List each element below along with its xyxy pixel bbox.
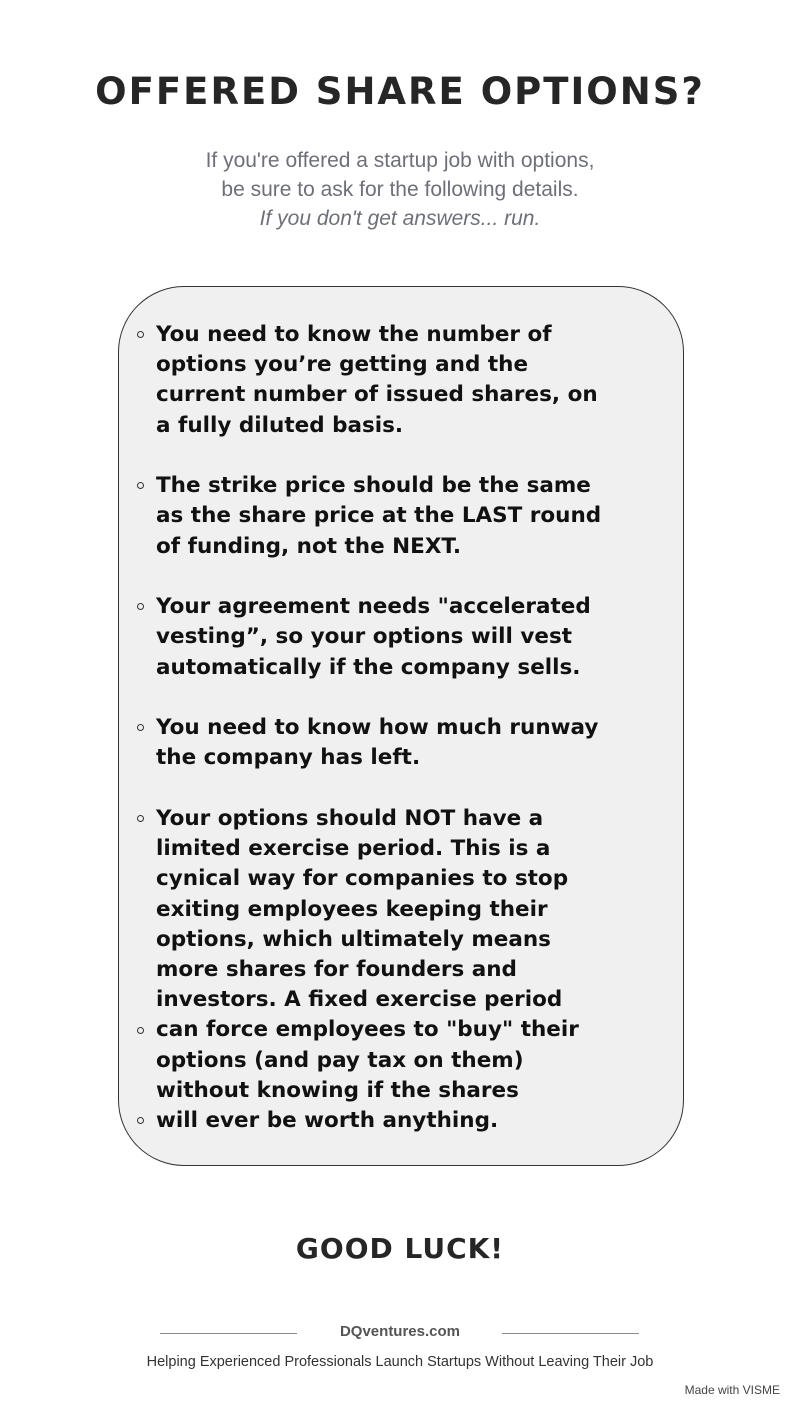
bullet-text: The strike price should be the same as the share price at the LAST round of funding, not the NEXT.	[156, 473, 602, 559]
made-with-badge[interactable]: Made with VISME	[684, 1383, 780, 1397]
details-card	[118, 286, 684, 1166]
subtitle-warning: If you don't get answers... run.	[259, 207, 541, 230]
bullet-dot-icon	[137, 724, 144, 731]
footer-tagline: Helping Experienced Professionals Launch Startups Without Leaving Their Job	[146, 1354, 654, 1370]
bullet-item	[137, 471, 667, 562]
subtitle-line-2: be sure to ask for the following details.	[221, 178, 579, 201]
bullet-item	[137, 713, 667, 773]
subtitle-line-1: If you're offered a startup job with options,	[205, 149, 595, 172]
bullet-dot-icon	[137, 815, 144, 822]
stray-bullet-dot-icon	[137, 1027, 144, 1034]
bullet-dot-icon	[137, 482, 144, 489]
bullet-item	[137, 804, 667, 1136]
bullet-dot-icon	[137, 331, 144, 338]
bullet-item	[137, 320, 667, 441]
bullet-text: You need to know how much runway the company has left.	[156, 715, 599, 771]
subtitle	[0, 146, 800, 233]
bullet-item	[137, 592, 667, 683]
footer-brand-row	[0, 1323, 800, 1345]
bullet-text: Your agreement needs "accelerated vesting”, so your options will vest automatically if the company sells.	[156, 594, 591, 680]
page-title: OFFERED SHARE OPTIONS?	[95, 70, 705, 113]
stray-bullet-dot-icon	[137, 1117, 144, 1124]
closing-message: GOOD LUCK!	[295, 1232, 505, 1265]
bullet-text: You need to know the number of options you’re getting and the current number of issued shares, on a fully diluted basis.	[156, 322, 598, 438]
bullet-text: Your options should NOT have a limited exercise period. This is a cynical way for companies to stop exiting employees keeping their options, which ultimately means more shares for founders and investors. A fixed exercise period can force employees to "buy" their options (and pay tax on them) without knowing if the shares will ever be worth anything.	[156, 806, 579, 1134]
bullet-list	[137, 320, 667, 1166]
footer-divider-right	[502, 1333, 639, 1334]
footer-site-name: DQventures.com	[339, 1323, 461, 1340]
bullet-dot-icon	[137, 603, 144, 610]
